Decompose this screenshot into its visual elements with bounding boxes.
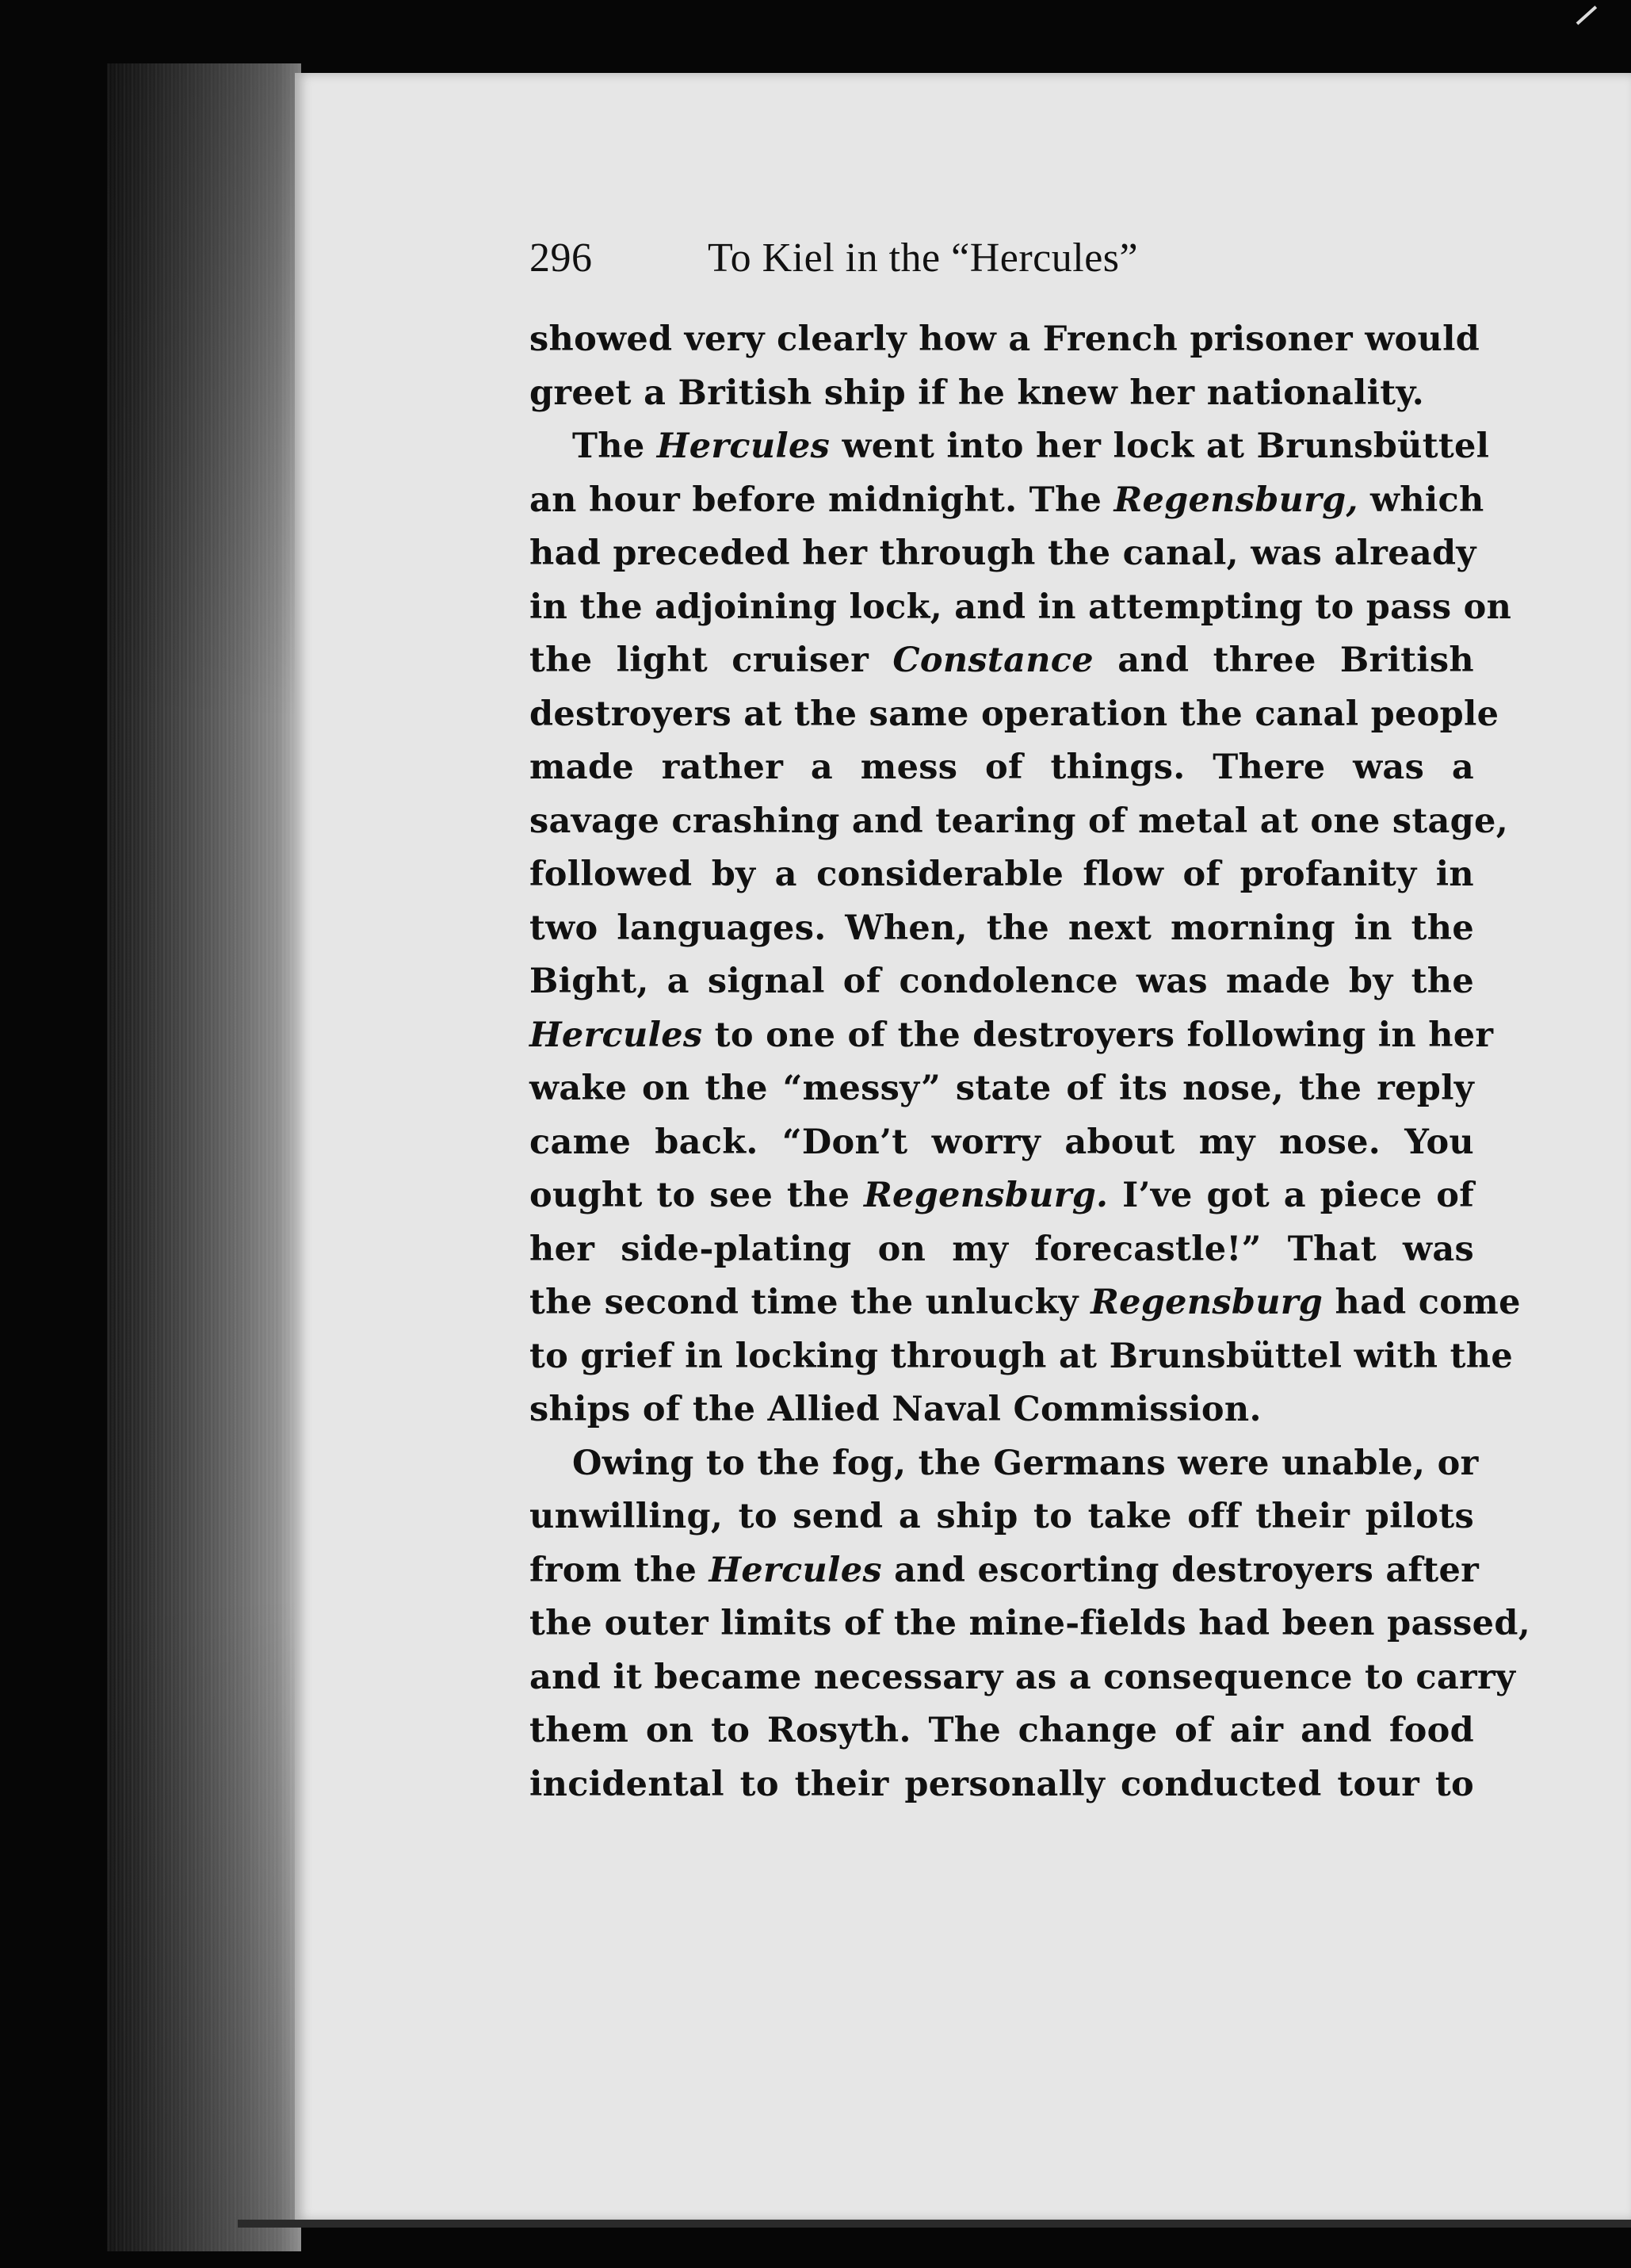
text-line: The Hercules went into her lock at Brunsbüttel: [572, 426, 1490, 466]
page-number: 296: [529, 235, 593, 281]
text-line: came back. “Don’t worry about my nose. You: [529, 1122, 1474, 1162]
text-line: greet a British ship if he knew her nationality.: [529, 373, 1425, 413]
text-line: them on to Rosyth. The change of air and food: [529, 1711, 1474, 1750]
text-line: the light cruiser Constance and three British: [529, 641, 1474, 680]
text-line: Hercules to one of the destroyers following in her: [529, 1015, 1494, 1055]
running-title: To Kiel in the “Hercules”: [708, 235, 1139, 281]
text-line: had preceded her through the canal, was already: [529, 534, 1476, 573]
ship-name: Regensburg.: [864, 1176, 1109, 1215]
ship-name: Regensburg,: [1113, 480, 1358, 520]
page-edge-shadow: [107, 63, 301, 2251]
text-line: destroyers at the same operation the canal people: [529, 694, 1499, 734]
text-line: to grief in locking through at Brunsbüttel with the: [529, 1336, 1513, 1376]
text-line: savage crashing and tearing of metal at one stage,: [529, 801, 1508, 841]
text-line: showed very clearly how a French prisoner would: [529, 319, 1480, 359]
text-line: in the adjoining lock, and in attempting to pass on: [529, 587, 1512, 627]
text-line: ships of the Allied Naval Commission.: [529, 1390, 1262, 1429]
text-line: two languages. When, the next morning in the: [529, 908, 1474, 948]
text-line: from the Hercules and escorting destroyers after: [529, 1550, 1480, 1590]
page-text-block: [529, 235, 1530, 1811]
ship-name: Regensburg: [1091, 1283, 1324, 1322]
text-line: her side-plating on my forecastle!” That was: [529, 1229, 1474, 1269]
text-line: ought to see the Regensburg. I’ve got a piece of: [529, 1176, 1474, 1215]
scan-corner-mark: [1576, 6, 1597, 25]
text-line: the outer limits of the mine-fields had been passed,: [529, 1604, 1530, 1643]
text-line: followed by a considerable flow of profanity in: [529, 855, 1474, 894]
text-line: incidental to their personally conducted tour to: [529, 1764, 1474, 1804]
text-line: Owing to the fog, the Germans were unable, or: [572, 1443, 1479, 1483]
ship-name: Hercules: [709, 1550, 882, 1590]
text-line: an hour before midnight. The Regensburg, which: [529, 480, 1484, 520]
text-line: and it became necessary as a consequence to carry: [529, 1657, 1516, 1697]
text-line: made rather a mess of things. There was a: [529, 748, 1474, 787]
text-line: unwilling, to send a ship to take off their pilots: [529, 1497, 1474, 1536]
running-head: [529, 235, 1474, 313]
ship-name: Constance: [892, 641, 1094, 680]
text-line: Bight, a signal of condolence was made by the: [529, 962, 1474, 1001]
text-line: wake on the “messy” state of its nose, the reply: [529, 1069, 1474, 1108]
ship-name: Hercules: [656, 426, 831, 466]
page-bottom-edge: [238, 2220, 1631, 2228]
ship-name: Hercules: [529, 1015, 703, 1055]
text-line: the second time the unlucky Regensburg had come: [529, 1283, 1521, 1322]
